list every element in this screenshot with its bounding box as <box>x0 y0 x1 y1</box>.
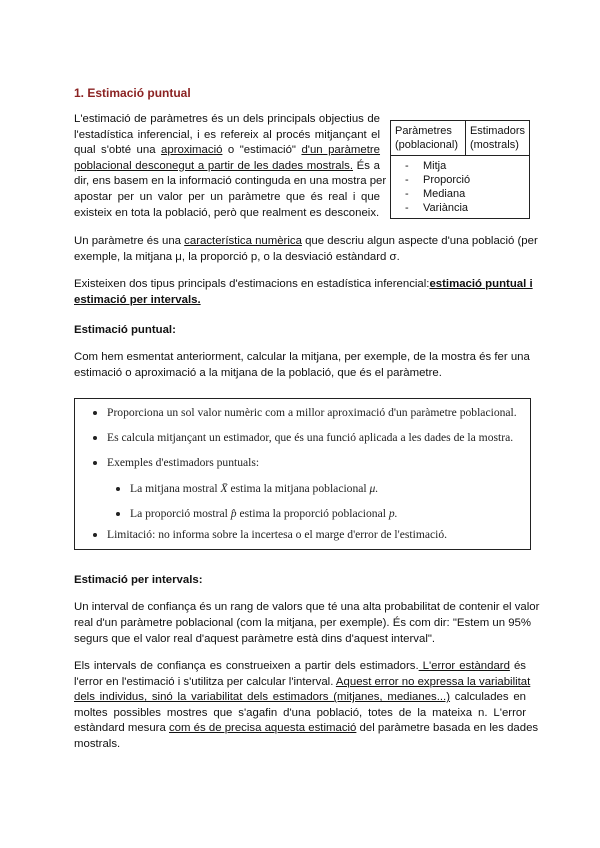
closing-line-3 <box>74 690 526 706</box>
bullet-text: Proporciona un sol valor numèric com a millor aproximació d'un paràmetre poblacional. <box>107 406 517 419</box>
closing-line-6: mostrals. <box>74 737 121 750</box>
bullet-icon <box>116 512 120 516</box>
list-item: - Proporció <box>423 173 525 187</box>
intro-line-5: dir, ens basem en la informació continguda en una mostra per <box>74 175 387 188</box>
parameter-list <box>395 159 525 215</box>
puntual-line-2: estimació o aproximació a la mitjana de la població, que és el paràmetre. <box>74 367 442 379</box>
puntual-line-1: Com hem esmentat anteriorment, calcular la mitjana, per exemple, de la mostra és fer una <box>74 351 530 363</box>
bullet-icon <box>116 487 120 491</box>
intro-line-7: existeix en tota la població, però que realment es desconeix. <box>74 206 380 219</box>
text-run: Existeixen dos tipus principals d'estimacions en estadística inferencial: <box>74 278 430 290</box>
text-run: del paràmetre basada en les dades <box>356 722 539 735</box>
list-item: - Variància <box>423 201 525 215</box>
intervals-heading: Estimació per intervals: <box>74 574 203 586</box>
list-item <box>116 506 398 522</box>
underlined-run: Aquest error no expressa la variabilitat <box>335 675 531 688</box>
intervals-line-2: real d'un paràmetre poblacional (com la mitjana, per exemple). És com dir: "Estem un 95% <box>74 617 531 629</box>
list-item <box>93 527 447 543</box>
underlined-run: aproximació <box>161 144 223 157</box>
intro-line-4 <box>74 159 380 175</box>
types-line-2 <box>74 293 201 309</box>
bullet-icon <box>93 411 97 415</box>
bullet-text: Es calcula mitjançant un estimador, que és una funció aplicada a les dades de la mostra. <box>107 431 514 444</box>
bullet-text: Limitació: no informa sobre la incertesa o el marge d'error de l'estimació. <box>107 528 448 541</box>
bullet-text: Exemples d'estimadors puntuals: <box>107 456 260 469</box>
definition-line-2: exemple, la mitjana μ, la proporció p, o la desviació estàndard σ. <box>74 251 400 263</box>
text-run: estàndard mesura <box>74 722 169 735</box>
intro-line-3 <box>74 143 380 159</box>
bullet-text: estima la mitjana poblacional <box>227 482 370 495</box>
underlined-run: d'un paràmetre <box>301 144 381 157</box>
table-list-cell <box>391 156 530 219</box>
closing-line-4: moltes possibles mostres que s'agafin d'una població, totes de la mateixa n. L'error <box>74 706 526 719</box>
math-symbol: p. <box>388 507 398 520</box>
bullet-text: estima la proporció poblacional <box>236 507 389 520</box>
bullet-text: La proporció mostral <box>130 507 231 520</box>
section-title: 1. Estimació puntual <box>74 86 191 100</box>
bold-underlined-run: estimació per intervals. <box>74 294 201 306</box>
list-item <box>93 405 517 421</box>
underlined-run: com és de precisa aquesta estimació <box>168 722 357 735</box>
text-run: és <box>509 660 526 672</box>
text-run: És a <box>353 159 380 172</box>
table-header-estimators: Estimadors (mostrals) <box>465 121 529 156</box>
text-run: qual s'obté una <box>74 144 162 157</box>
bullet-icon <box>93 533 97 537</box>
bullet-icon <box>93 436 97 440</box>
text-run: Els intervals de confiança es construeixen a partir dels estimadors. <box>74 660 419 672</box>
text-run: l'error en l'estimació i s'utilitza per calcular l'interval. <box>74 675 336 688</box>
underlined-run: característica numèrica <box>184 235 302 247</box>
list-item <box>93 430 513 446</box>
intro-line-6: apostar per un valor per un paràmetre que és real i que <box>74 190 380 203</box>
text-run: calculades en <box>450 691 526 704</box>
intervals-line-1: Un interval de confiança és un rang de valors que té una alta probabilitat de contenir el valor <box>74 601 540 613</box>
list-item <box>116 481 378 497</box>
puntual-heading: Estimació puntual: <box>74 324 176 336</box>
intro-line-2: l'estadística inferencial, i es refereix al procés mitjançant el <box>74 128 380 141</box>
math-symbol: μ. <box>369 482 379 495</box>
intro-paragraph <box>74 112 387 221</box>
math-symbol: p̂ <box>230 507 237 520</box>
text-run: o "estimació" <box>222 144 302 157</box>
parameters-table <box>390 120 530 219</box>
underlined-run: poblacional desconegut a partir de les dades mostrals. <box>74 159 353 172</box>
list-item: - Mediana <box>423 187 525 201</box>
point-estimation-box <box>74 398 531 550</box>
list-item: - Mitja <box>423 159 525 173</box>
underlined-run: dels individus, sinó la variabilitat dels estimadors (mitjanes, medianes...) <box>74 691 451 704</box>
bold-underlined-run: estimació puntual i <box>429 278 533 290</box>
bullet-icon <box>93 461 97 465</box>
text-run: Un paràmetre és una <box>74 235 185 247</box>
intervals-line-3: segurs que el valor real d'aquest paràmetre està dins d'aquest interval". <box>74 633 436 645</box>
intro-line-1: L'estimació de paràmetres és un dels principals objectius de <box>74 113 380 125</box>
bullet-text: La mitjana mostral <box>130 482 221 495</box>
list-item <box>93 455 259 471</box>
closing-paragraph <box>74 659 539 753</box>
text-run: que descriu algun aspecte d'una població (per <box>301 235 538 247</box>
closing-line-1 <box>74 659 526 675</box>
closing-line-2 <box>74 675 531 691</box>
types-line-1 <box>74 277 533 293</box>
underlined-run: L'error estàndard <box>418 660 510 672</box>
definition-line-1 <box>74 234 538 250</box>
table-header-parameters: Paràmetres (poblacional) <box>391 121 466 156</box>
math-symbol: X̄ <box>220 482 228 495</box>
closing-line-5 <box>74 721 539 737</box>
